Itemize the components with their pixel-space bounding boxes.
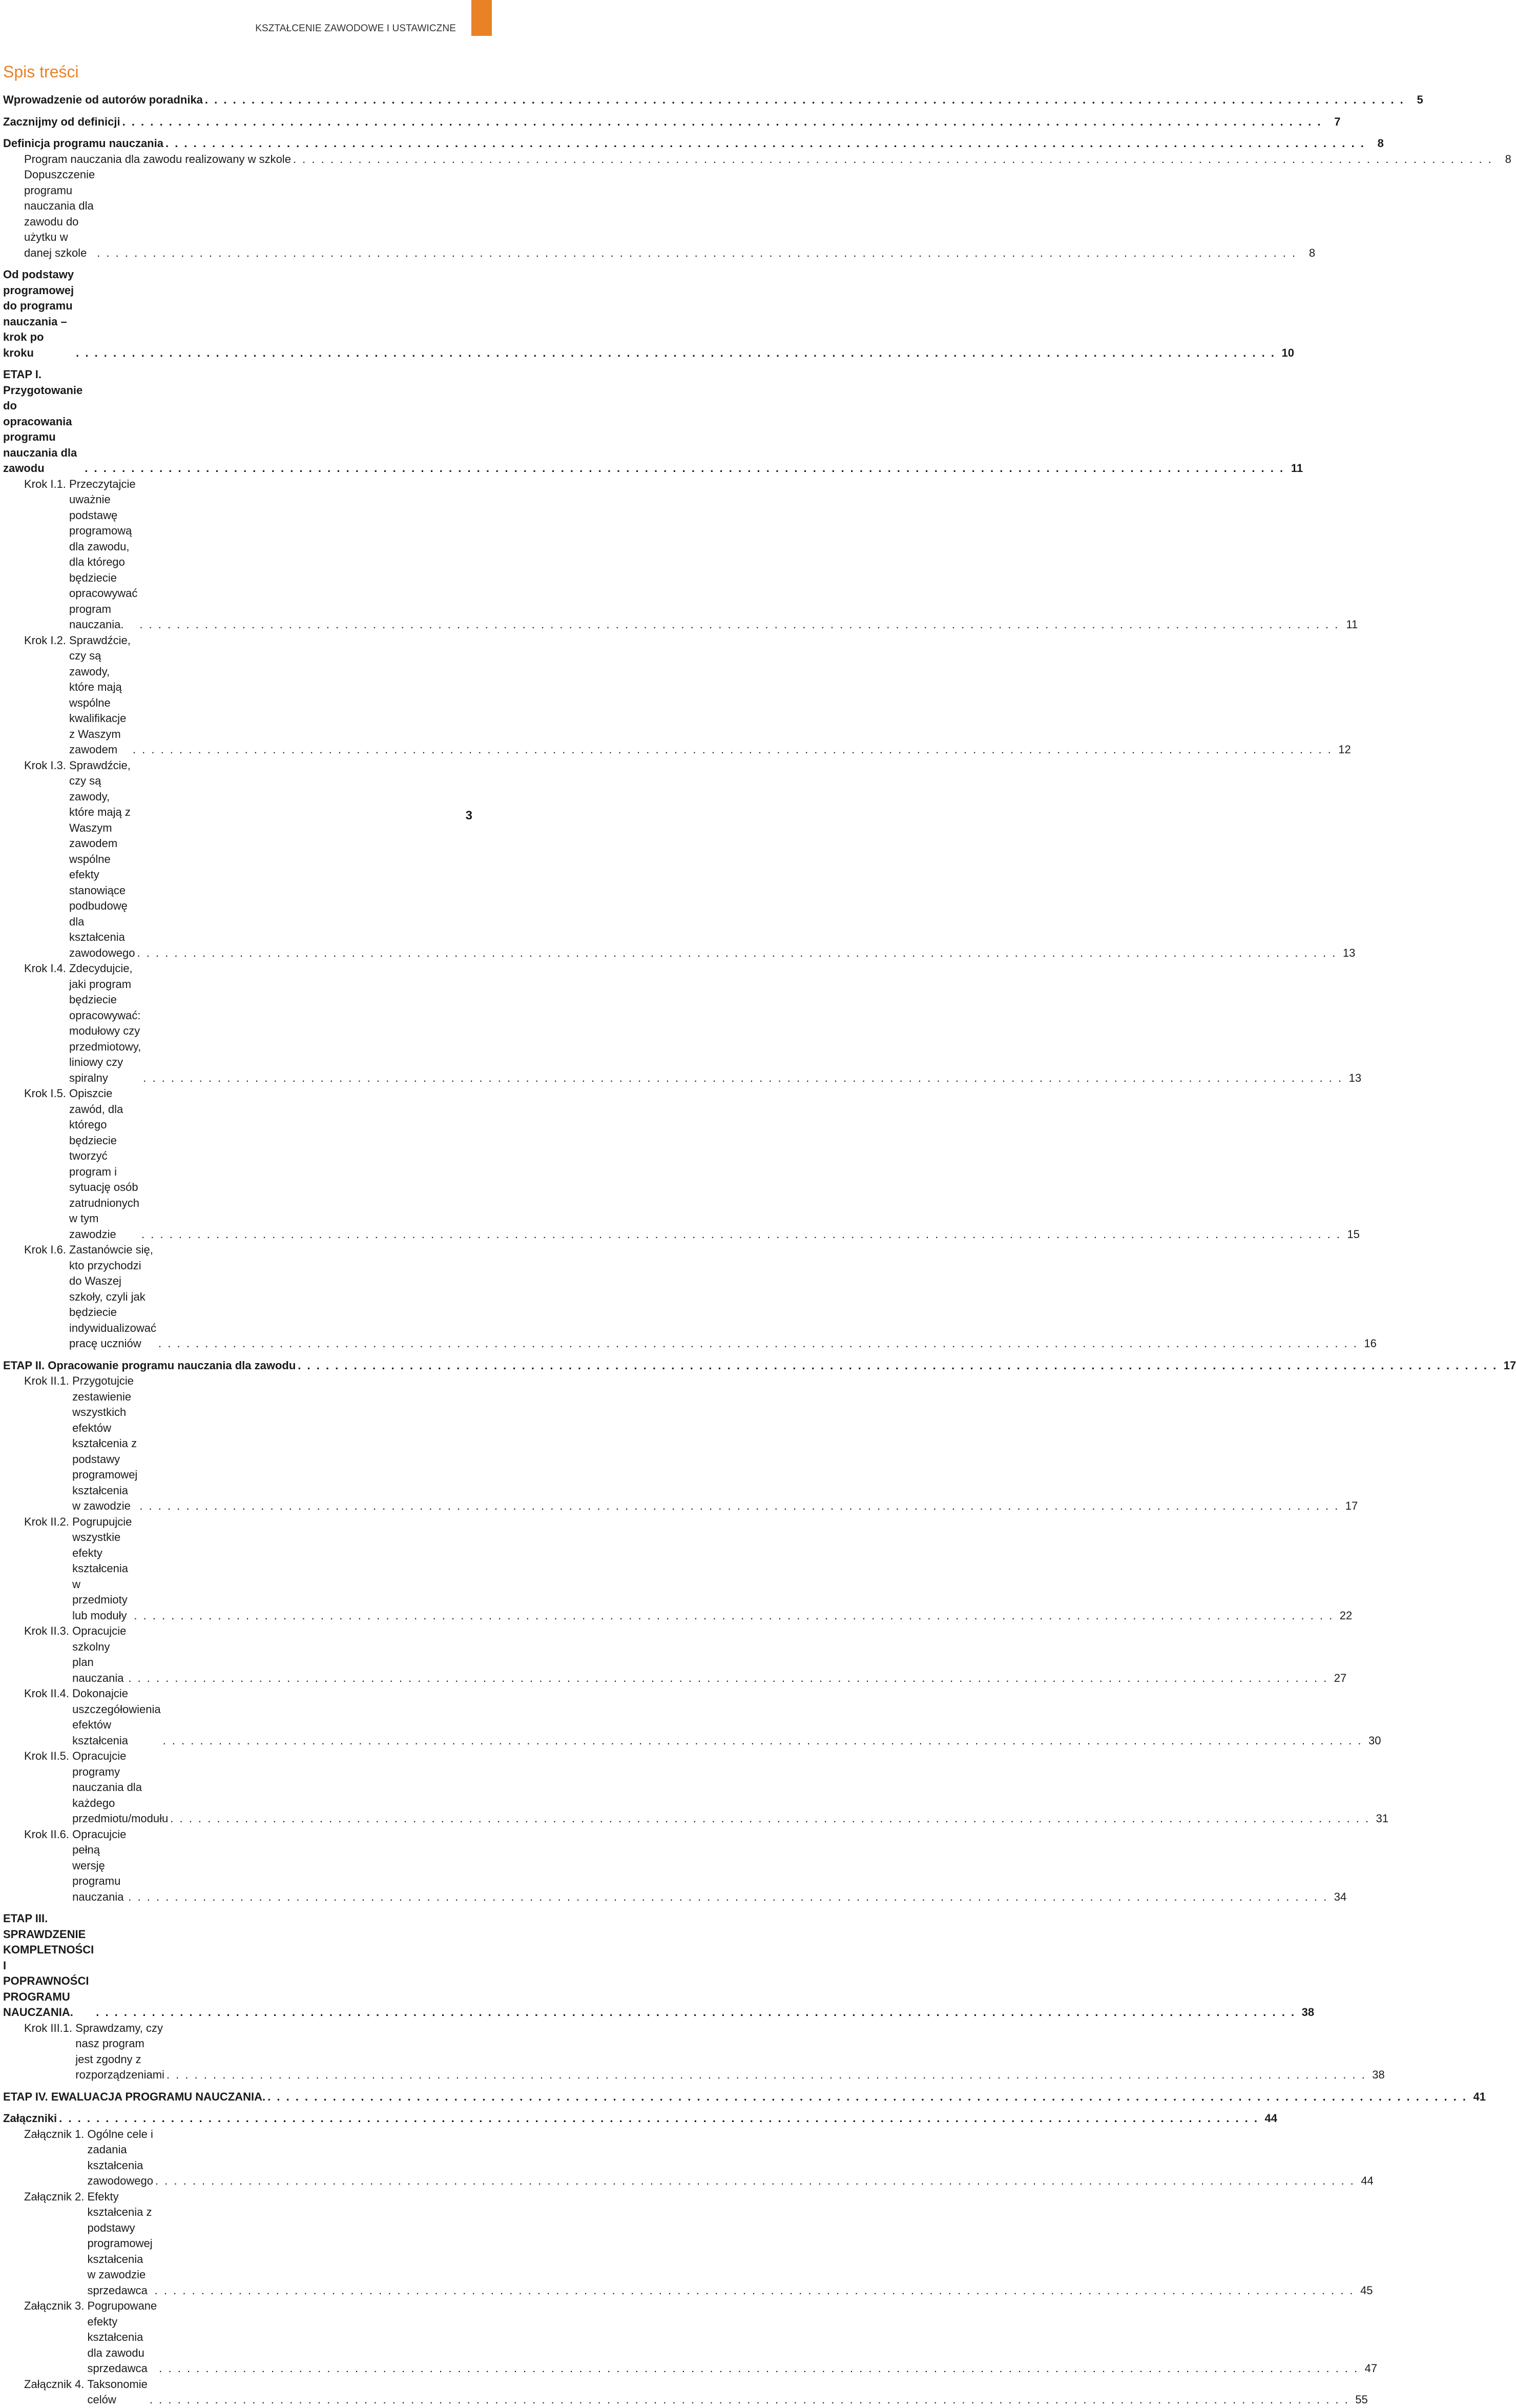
toc-entry-prefix: Krok II.3. [24,1624,73,1637]
toc-page-number: 38 [1372,2068,1385,2081]
toc-entry-text: Efekty kształcenia z podstawy programowej kształcenia w zawodzie sprzedawca [87,2190,153,2297]
toc-section-entry[interactable] [3,267,1294,361]
toc-entry-prefix: Krok I.6. [24,1243,70,1256]
toc-entry-text: Pogrupujcie wszystkie efekty kształcenia w przedmioty lub moduły [72,1515,132,1622]
toc-page-number: 11 [1291,462,1303,475]
toc-subentry[interactable] [3,1373,1358,1514]
toc-page-number: 8 [1309,246,1316,259]
toc-page-number: 45 [1360,2283,1373,2297]
dot-leader [128,1671,1328,1686]
dot-leader [139,617,1339,633]
toc-entry-prefix: Krok II.1. [24,1374,73,1387]
dot-leader [96,2005,1296,2021]
toc-entry-prefix: Krok I.3. [24,758,70,772]
toc-entry-label [3,1623,126,1686]
toc-entry-text: Opracujcie pełną wersję programu nauczania [72,1827,127,1903]
toc-entry-label [3,477,137,633]
toc-page-number: 34 [1334,1890,1347,1903]
toc-entry-text: Pogrupowane efekty kształcenia dla zawodu sprzedawca [87,2299,157,2375]
toc-page-number: 13 [1348,1071,1362,1084]
toc-page-number: 27 [1334,1671,1347,1684]
dot-leader [293,152,1493,168]
toc-entry-prefix: Krok I.1. [24,477,70,490]
toc-page-number: 44 [1361,2174,1374,2187]
toc-entry-text: Dokonajcie uszczegółowienia efektów kształcenia [72,1687,161,1747]
toc-section-entry[interactable] [3,92,1423,108]
toc-entry-text: Zastanówcie się, kto przychodzi do Waszej szkoły, czyli jak będziecie indywidualizować pracę uczniów [69,1243,157,1350]
toc-entry-prefix: Załącznik 2. [24,2190,88,2203]
toc-entry-prefix: Załącznik 4. [24,2377,88,2391]
dot-leader [155,2283,1355,2299]
toc-entry-prefix: Załącznik 3. [24,2299,88,2312]
toc-section-entry[interactable] [3,1358,1516,1374]
toc-subentry[interactable] [3,152,1511,168]
toc-entry-label: Od podstawy programowej do programu nauczania – krok po kroku [3,268,74,359]
dot-leader [137,945,1337,961]
toc-subentry[interactable] [3,1514,1353,1624]
toc-entry-text: Sprawdźcie, czy są zawody, które mają z Waszym zawodem wspólne efekty stanowiące podbudowę dla kształcenia zawodowego [69,758,135,959]
dot-leader [139,1498,1339,1514]
dot-leader [141,1227,1341,1243]
toc-entry-label [3,758,135,961]
toc-entry-label: Dopuszczenie programu nauczania dla zawodu do użytku w danej szkole [24,168,95,259]
dot-leader [85,461,1284,477]
toc-entry-label [3,1242,156,1352]
toc-entry-text: Przygotujcie zestawienie wszystkich efektów kształcenia z podstawy programowej kształcenia w zawodzie [72,1374,138,1512]
toc-section-entry[interactable] [3,136,1384,152]
dot-leader [97,245,1297,261]
toc-entry-prefix: Krok III.1. [24,2021,76,2034]
toc-entry-label [3,1748,168,1827]
toc-subentry[interactable] [3,758,1356,961]
dot-leader [155,2173,1355,2189]
toc-entry-text: Opracujcie szkolny plan nauczania [72,1624,127,1684]
toc-page-number: 5 [1417,93,1423,106]
toc-entry-label: Program nauczania dla zawodu realizowany w szkole [24,152,291,166]
toc-entry-text: Opiszcie zawód, dla którego będziecie tworzyć program i sytuację osób zatrudnionych w tym zawodzie [69,1087,140,1241]
toc-entry-prefix: Krok II.4. [24,1687,73,1700]
toc-page-number: 11 [1346,618,1358,631]
toc-section-entry[interactable] [3,2111,1278,2127]
toc-entry-prefix: Krok I.2. [24,633,70,647]
toc-subentry[interactable] [3,1686,1381,1748]
toc-page-number: 44 [1264,2112,1278,2125]
toc-entry-label [3,1514,132,1624]
toc-entry-label: Definicja programu nauczania [3,137,163,150]
toc-subentry[interactable] [3,2189,1373,2299]
toc-entry-label [3,2189,153,2299]
toc-entry-text: Taksonomie celów [87,2377,148,2406]
toc-page-number: 13 [1342,946,1356,959]
dot-leader [298,1358,1498,1374]
toc-page-number: 31 [1376,1812,1389,1825]
toc-entry-label [3,1827,126,1905]
dot-leader [267,2089,1467,2105]
toc-entry-label: ETAP III. SPRAWDZENIE KOMPLETNOŚCI I POPRAWNOŚCI PROGRAMU NAUCZANIA. [3,1912,94,2019]
toc-page-number: 22 [1339,1609,1353,1622]
toc-entry-prefix: Krok II.6. [24,1827,73,1841]
toc-entry-prefix: Krok II.2. [24,1515,73,1528]
dot-leader [76,345,1276,361]
toc-page-number: 17 [1503,1359,1516,1372]
toc-entry-label: ETAP IV. EWALUACJA PROGRAMU NAUCZANIA. [3,2090,266,2103]
toc-entry-text: Opracujcie programy nauczania dla każdego przedmiotu/modułu [72,1750,169,1825]
dot-leader [159,2361,1359,2377]
dot-leader [143,1071,1343,1086]
toc-entry-label [3,2021,164,2083]
toc-entry-label [3,1686,161,1748]
toc-subentry[interactable] [3,2298,1378,2377]
toc-page-number: 15 [1347,1227,1360,1241]
toc-page-number: 8 [1505,152,1511,166]
orange-corner-tab [471,0,492,36]
toc-section-entry[interactable] [3,2089,1486,2105]
toc-section-entry[interactable] [3,1911,1315,2021]
toc-subentry[interactable] [3,961,1362,1086]
dot-leader [205,92,1405,108]
toc-subentry[interactable] [3,167,1316,261]
toc-subentry[interactable] [3,2377,1368,2408]
toc-entry-label [3,2298,157,2377]
dot-leader [150,2392,1349,2408]
toc-subentry[interactable] [3,2021,1385,2083]
toc-entry-label [3,1086,139,1242]
toc-page-number: 10 [1281,346,1294,359]
table-of-contents [3,92,1516,2408]
toc-subentry[interactable] [3,1242,1377,1352]
dot-leader [165,136,1365,152]
toc-entry-label: ETAP I. Przygotowanie do opracowania programu nauczania dla zawodu [3,368,83,475]
toc-subentry[interactable] [3,477,1358,633]
dot-leader [170,1811,1370,1827]
toc-entry-prefix: Krok II.5. [24,1750,73,1762]
dot-leader [133,742,1333,758]
toc-page-number: 30 [1368,1734,1381,1747]
toc-subentry[interactable] [3,1827,1347,1905]
running-header: KSZTAŁCENIE ZAWODOWE I USTAWICZNE [255,23,456,34]
toc-entry-label [3,633,131,758]
dot-leader [59,2111,1259,2127]
toc-entry-text: Zdecydujcie, jaki program będziecie opracowywać: modułowy czy przedmiotowy, liniowy czy spiralny [69,962,141,1084]
toc-subentry[interactable] [3,2127,1374,2189]
toc-page-number: 7 [1334,115,1341,128]
toc-entry-label [3,2127,153,2189]
toc-entry-text: Sprawdzamy, czy nasz program jest zgodny z rozporządzeniami [75,2021,164,2081]
toc-entry-text: Ogólne cele i zadania kształcenia zawodowego [87,2127,153,2187]
toc-page-number: 41 [1473,2090,1486,2103]
toc-page-number: 8 [1377,137,1384,150]
toc-page-number: 16 [1364,1337,1377,1350]
toc-entry-prefix: Krok I.5. [24,1087,70,1100]
toc-page-number: 12 [1338,743,1351,756]
toc-subentry[interactable] [3,1748,1389,1827]
dot-leader [134,1608,1334,1624]
toc-subentry[interactable] [3,633,1351,758]
toc-entry-label: Załączniki [3,2112,57,2125]
toc-entry-label [3,2377,148,2408]
toc-title: Spis treści [3,63,79,81]
dot-leader [122,114,1322,130]
toc-page-number: 47 [1364,2362,1378,2375]
toc-entry-prefix: Krok I.4. [24,962,70,975]
toc-section-entry[interactable] [3,367,1303,477]
toc-section-entry[interactable] [3,114,1341,130]
toc-entry-label [3,961,141,1086]
toc-entry-label: Zacznijmy od definicji [3,115,120,128]
dot-leader [167,2067,1366,2083]
toc-entry-text: Przeczytajcie uważnie podstawę programową dla zawodu, dla którego będziecie opracowywać program nauczania. [69,477,138,631]
toc-subentry[interactable] [3,1086,1360,1242]
toc-entry-label [3,1373,137,1514]
toc-subentry[interactable] [3,1623,1347,1686]
toc-entry-label: ETAP II. Opracowanie programu nauczania dla zawodu [3,1359,296,1372]
toc-page-number: 17 [1345,1499,1358,1512]
dot-leader [163,1733,1363,1749]
toc-entry-text: Sprawdźcie, czy są zawody, które mają wspólne kwalifikacje z Waszym zawodem [69,633,131,756]
dot-leader [158,1336,1358,1352]
toc-entry-prefix: Załącznik 1. [24,2127,88,2141]
page-number: 3 [465,809,472,822]
toc-page-number: 38 [1301,2006,1315,2019]
dot-leader [128,1889,1328,1905]
toc-page-number: 55 [1355,2393,1368,2406]
toc-entry-label: Wprowadzenie od autorów poradnika [3,93,203,106]
